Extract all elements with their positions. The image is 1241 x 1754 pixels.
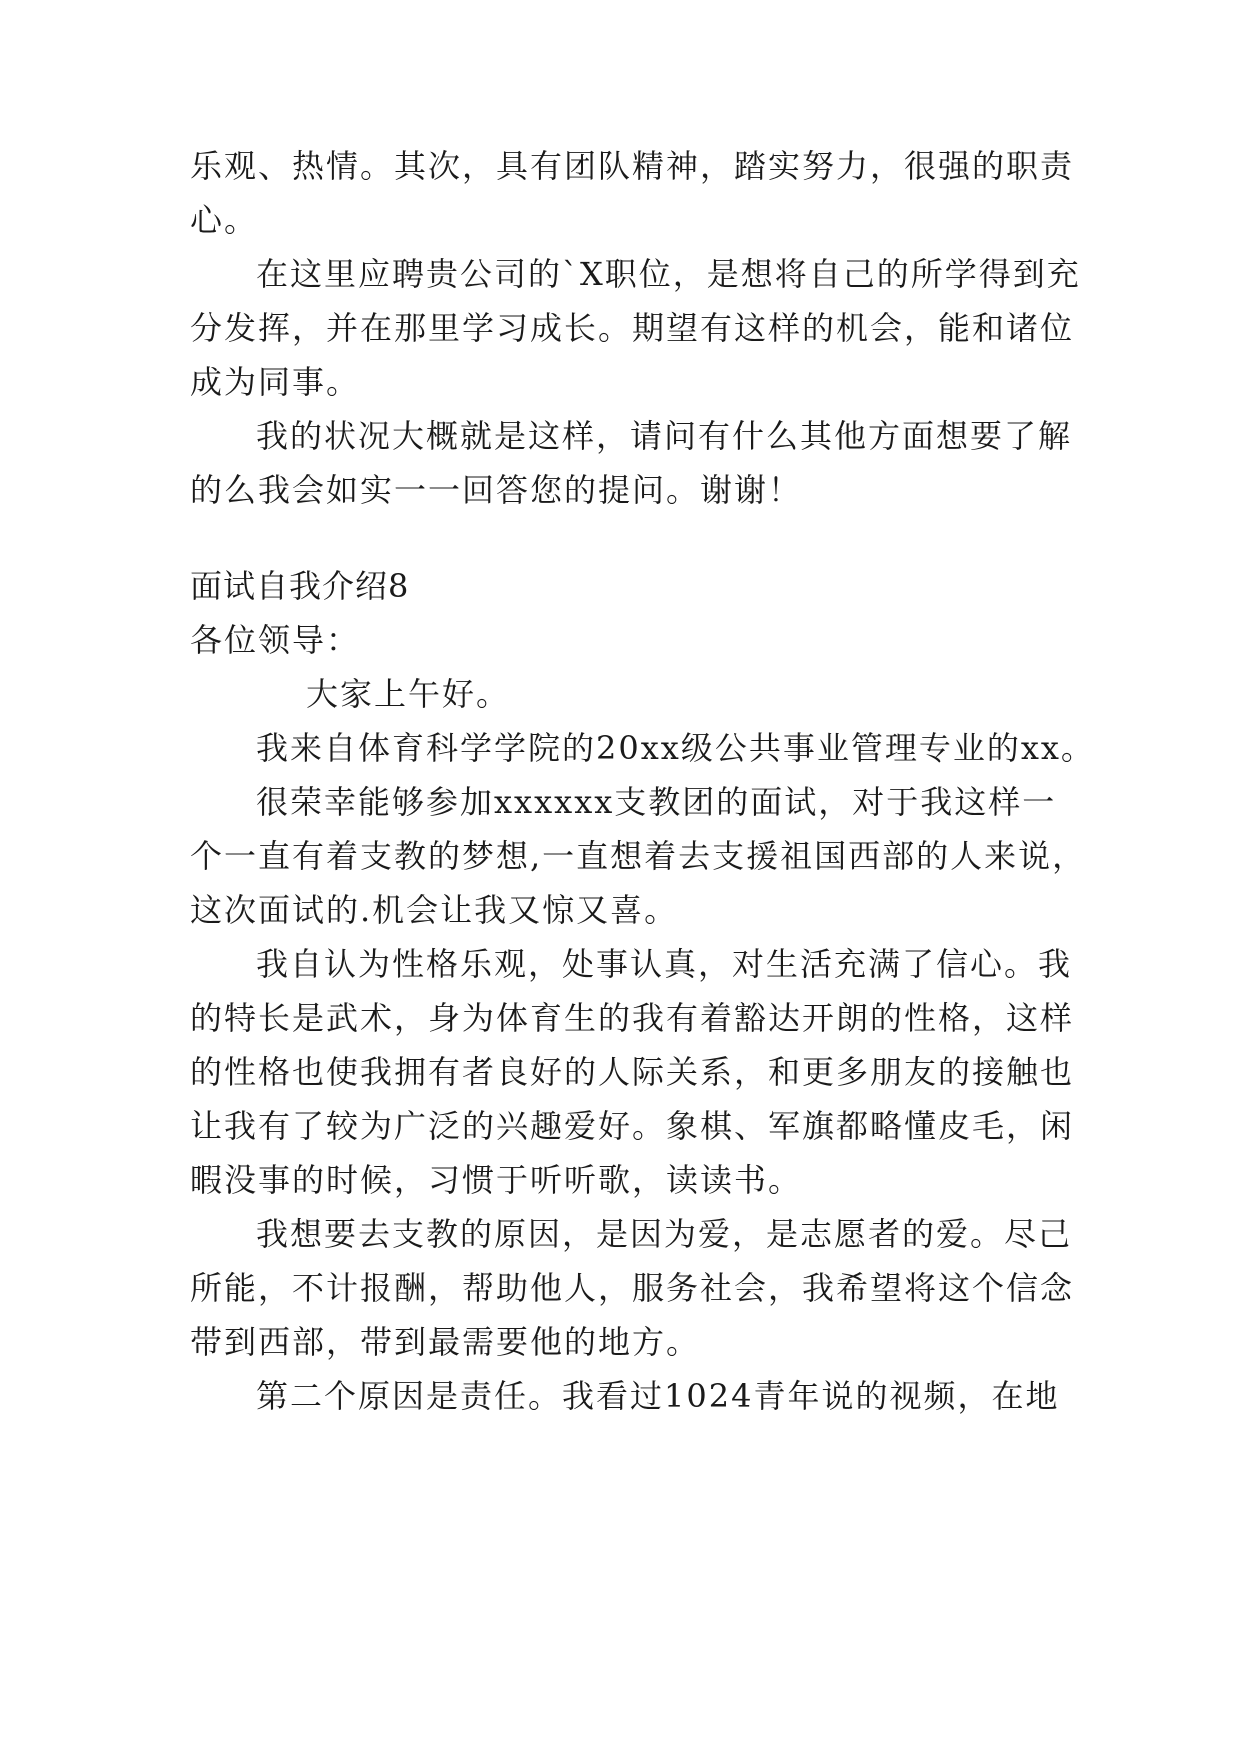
paragraph-line: 带到西部，带到最需要他的地方。: [190, 1323, 701, 1361]
paragraph-line: 成为同事。: [190, 363, 361, 401]
paragraph-line: 我自认为性格乐观，处事认真，对生活充满了信心。我: [256, 945, 1073, 983]
paragraph-line: 很荣幸能够参加xxxxxx支教团的面试，对于我这样一: [256, 783, 1057, 821]
section-heading: 面试自我介绍8: [190, 567, 410, 605]
paragraph-line: 乐观、热情。其次，具有团队精神，踏实努力，很强的职责: [190, 147, 1075, 185]
paragraph-line: 第二个原因是责任。我看过1024青年说的视频，在地: [256, 1377, 1060, 1415]
paragraph-line: 暇没事的时候，习惯于听听歌，读读书。: [190, 1161, 803, 1199]
greeting: 大家上午好。: [306, 675, 511, 713]
paragraph-line: 我来自体育科学学院的20xx级公共事业管理专业的xx。: [256, 729, 1095, 767]
paragraph-line: 在这里应聘贵公司的`X职位，是想将自己的所学得到充: [256, 255, 1081, 293]
paragraph-line: 个一直有着支教的梦想,一直想着去支援祖国西部的人来说，: [190, 837, 1087, 875]
paragraph-line: 我想要去支教的原因，是因为爱，是志愿者的爱。尽己: [256, 1215, 1073, 1253]
paragraph-line: 让我有了较为广泛的兴趣爱好。象棋、军旗都略懂皮毛，闲: [190, 1107, 1075, 1145]
paragraph-line: 我的状况大概就是这样，请问有什么其他方面想要了解: [256, 417, 1073, 455]
salutation: 各位领导：: [190, 621, 361, 659]
paragraph-line: 所能，不计报酬，帮助他人，服务社会，我希望将这个信念: [190, 1269, 1075, 1307]
paragraph-line: 这次面试的.机会让我又惊又喜。: [190, 891, 679, 929]
paragraph-line: 的性格也使我拥有者良好的人际关系，和更多朋友的接触也: [190, 1053, 1075, 1091]
paragraph-line: 的特长是武术，身为体育生的我有着豁达开朗的性格，这样: [190, 999, 1075, 1037]
paragraph-line: 分发挥，并在那里学习成长。期望有这样的机会，能和诸位: [190, 309, 1075, 347]
paragraph-line: 的么我会如实一一回答您的提问。谢谢！: [190, 471, 803, 509]
paragraph-line: 心。: [190, 201, 259, 239]
